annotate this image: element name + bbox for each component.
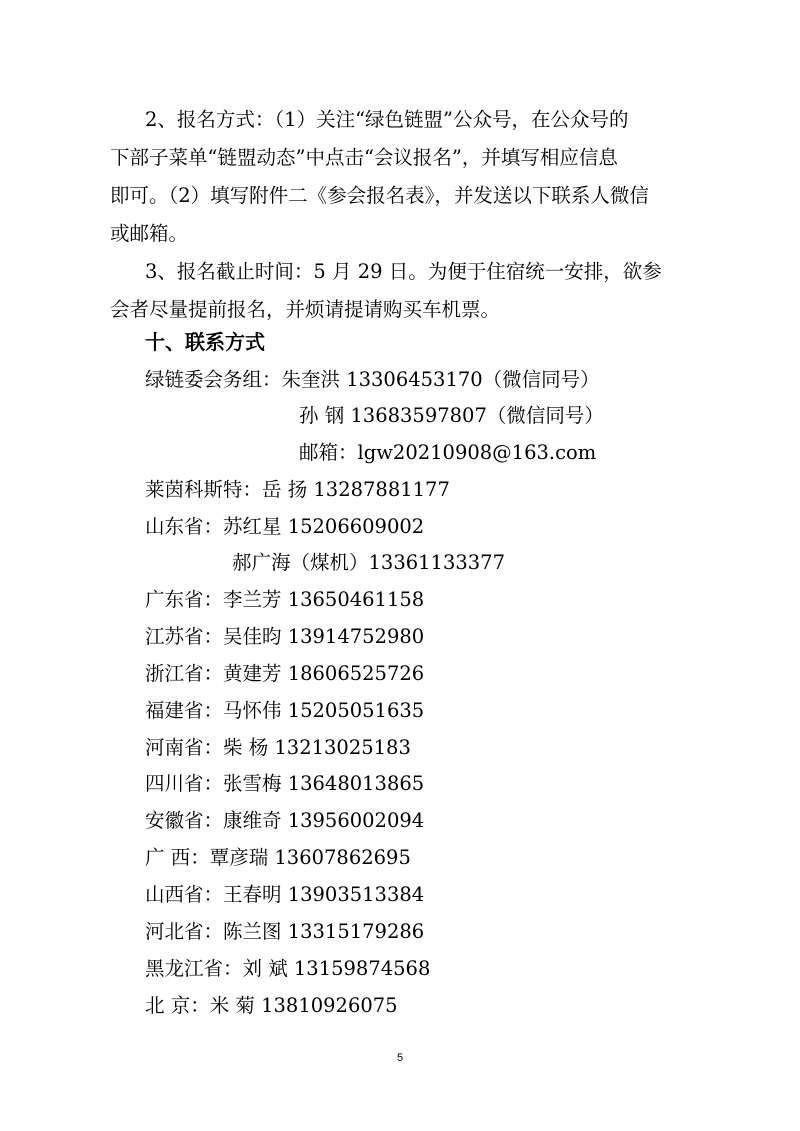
contact-line: 莱茵科斯特：岳 扬 13287881177: [145, 478, 450, 501]
page-number: 5: [396, 1052, 404, 1064]
contact-email: 邮箱：lgw20210908@163.com: [299, 441, 597, 464]
registration-deadline-line-2: 会者尽量提前报名，并烦请提请购买车机票。: [110, 298, 501, 321]
contact-line: 山东省：苏红星 15206609002: [145, 515, 425, 538]
contact-line: 四川省：张雪梅 13648013865: [145, 772, 425, 795]
section-heading: 十、联系方式: [145, 330, 265, 354]
contact-line: 广 西：覃彦瑞 13607862695: [145, 846, 411, 869]
contact-line: 浙江省：黄建芳 18606525726: [145, 662, 425, 685]
contact-line: 河南省：柴 杨 13213025183: [145, 736, 411, 759]
contact-line: 山西省：王春明 13903513384: [145, 883, 425, 906]
registration-method-line-3: 即可。（2）填写附件二《参会报名表》，并发送以下联系人微信: [110, 184, 649, 207]
registration-method-line-1: 2、报名方式：（1）关注“绿色链盟”公众号，在公众号的: [145, 108, 629, 131]
contact-line: 黑龙江省：刘 斌 13159874568: [145, 957, 431, 980]
registration-method-line-4: 或邮箱。: [110, 222, 189, 245]
contact-line: 江苏省：吴佳昀 13914752980: [145, 625, 425, 648]
contact-line: 北 京：米 菊 13810926075: [145, 994, 398, 1017]
contact-line: 河北省：陈兰图 13315179286: [145, 920, 425, 943]
contact-line: 孙 钢 13683597807（微信同号）: [299, 404, 604, 427]
contact-line: 郝广海（煤机）13361133377: [232, 551, 505, 574]
contact-line: 绿链委会务组：朱奎洪 13306453170（微信同号）: [145, 368, 600, 391]
contact-line: 安徽省：康维奇 13956002094: [145, 809, 425, 832]
contact-line: 广东省：李兰芳 13650461158: [145, 588, 425, 611]
registration-deadline-line-1: 3、报名截止时间：5 月 29 日。为便于住宿统一安排，欲参: [145, 260, 662, 283]
registration-method-line-2: 下部子菜单“链盟动态”中点击“会议报名”，并填写相应信息: [110, 146, 618, 169]
contact-line: 福建省：马怀伟 15205051635: [145, 699, 425, 722]
